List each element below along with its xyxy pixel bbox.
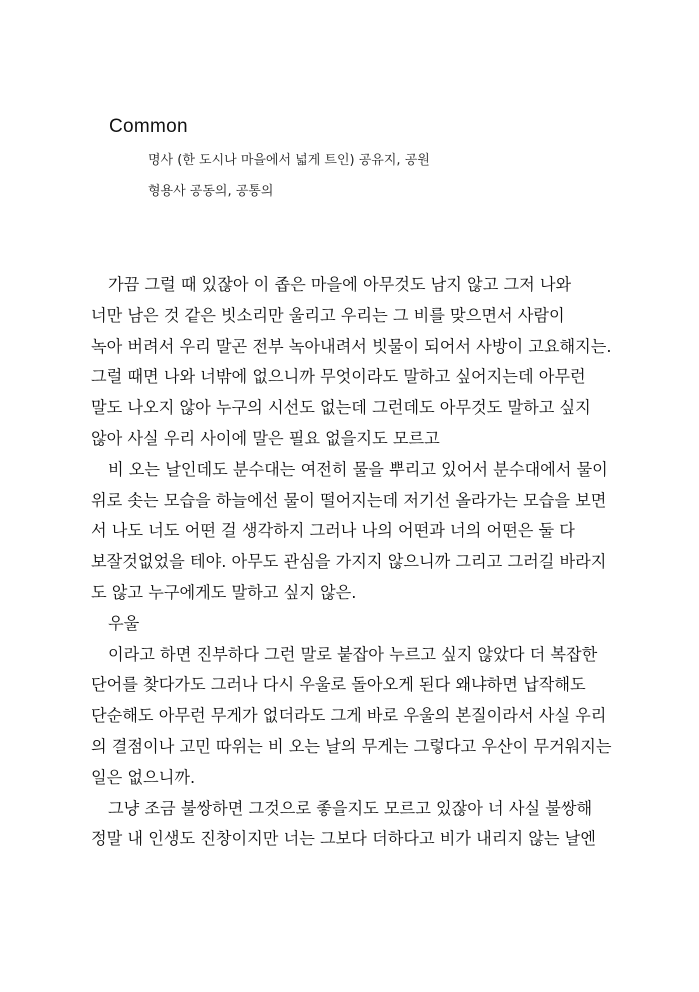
text-line: 비 오는 날인데도 분수대는 여전히 물을 뿌리고 있어서 분수대에서 물이 [108, 459, 608, 479]
body-text [91, 270, 611, 855]
text-line: 일은 없으니까. [91, 767, 196, 787]
text-line: 그냥 조금 불쌍하면 그것으로 좋을지도 모르고 있잖아 너 사실 불쌍해 [108, 798, 593, 818]
text-line: 우울 [108, 613, 140, 633]
text-line: 이라고 하면 진부하다 그런 말로 붙잡아 누르고 싶지 않았다 더 복잡한 [108, 644, 598, 664]
text-line: 단어를 찾다가도 그러나 다시 우울로 돌아오게 된다 왜냐하면 납작해도 [91, 675, 586, 695]
text-line: 가끔 그럴 때 있잖아 이 좁은 마을에 아무것도 남지 않고 그저 나와 [108, 275, 572, 294]
text-line: 않아 사실 우리 사이에 말은 필요 없을지도 모르고 [91, 428, 440, 448]
entry-title: Common [109, 116, 188, 137]
definition-adjective: 형용사 공동의, 공통의 [148, 184, 274, 199]
text-line: 그럴 때면 나와 너밖에 없으니까 무엇이라도 말하고 싶어지는데 아무런 [91, 367, 586, 387]
text-line: 정말 내 인생도 진창이지만 너는 그보다 더하다고 비가 내리지 않는 날엔 [91, 829, 596, 849]
text-line: 도 않고 누구에게도 말하고 싶지 않은. [91, 582, 357, 602]
text-line: 녹아 버려서 우리 말곤 전부 녹아내려서 빗물이 되어서 사방이 고요해지는. [91, 336, 612, 356]
text-line: 위로 솟는 모습을 하늘에선 물이 떨어지는데 저기선 올라가는 모습을 보면 [91, 490, 607, 510]
text-line: 단순해도 아무런 무게가 없더라도 그게 바로 우울의 본질이라서 사실 우리 [91, 706, 607, 726]
text-line: 말도 나오지 않아 누구의 시선도 없는데 그런데도 아무것도 말하고 싶지 [91, 398, 591, 418]
text-line: 의 결점이나 고민 따위는 비 오는 날의 무게는 그렇다고 우산이 무거워지는 [91, 736, 612, 756]
definition-noun: 명사 (한 도시나 마을에서 넓게 트인) 공유지, 공원 [148, 153, 430, 168]
text-line: 서 나도 너도 어떤 걸 생각하지 그러나 나의 어떤과 너의 어떤은 둘 다 [91, 521, 575, 541]
text-line: 너만 남은 것 같은 빗소리만 울리고 우리는 그 비를 맞으면서 사람이 [91, 305, 565, 325]
text-line: 보잘것없었을 테야. 아무도 관심을 가지지 않으니까 그리고 그러길 바라지 [91, 552, 607, 572]
